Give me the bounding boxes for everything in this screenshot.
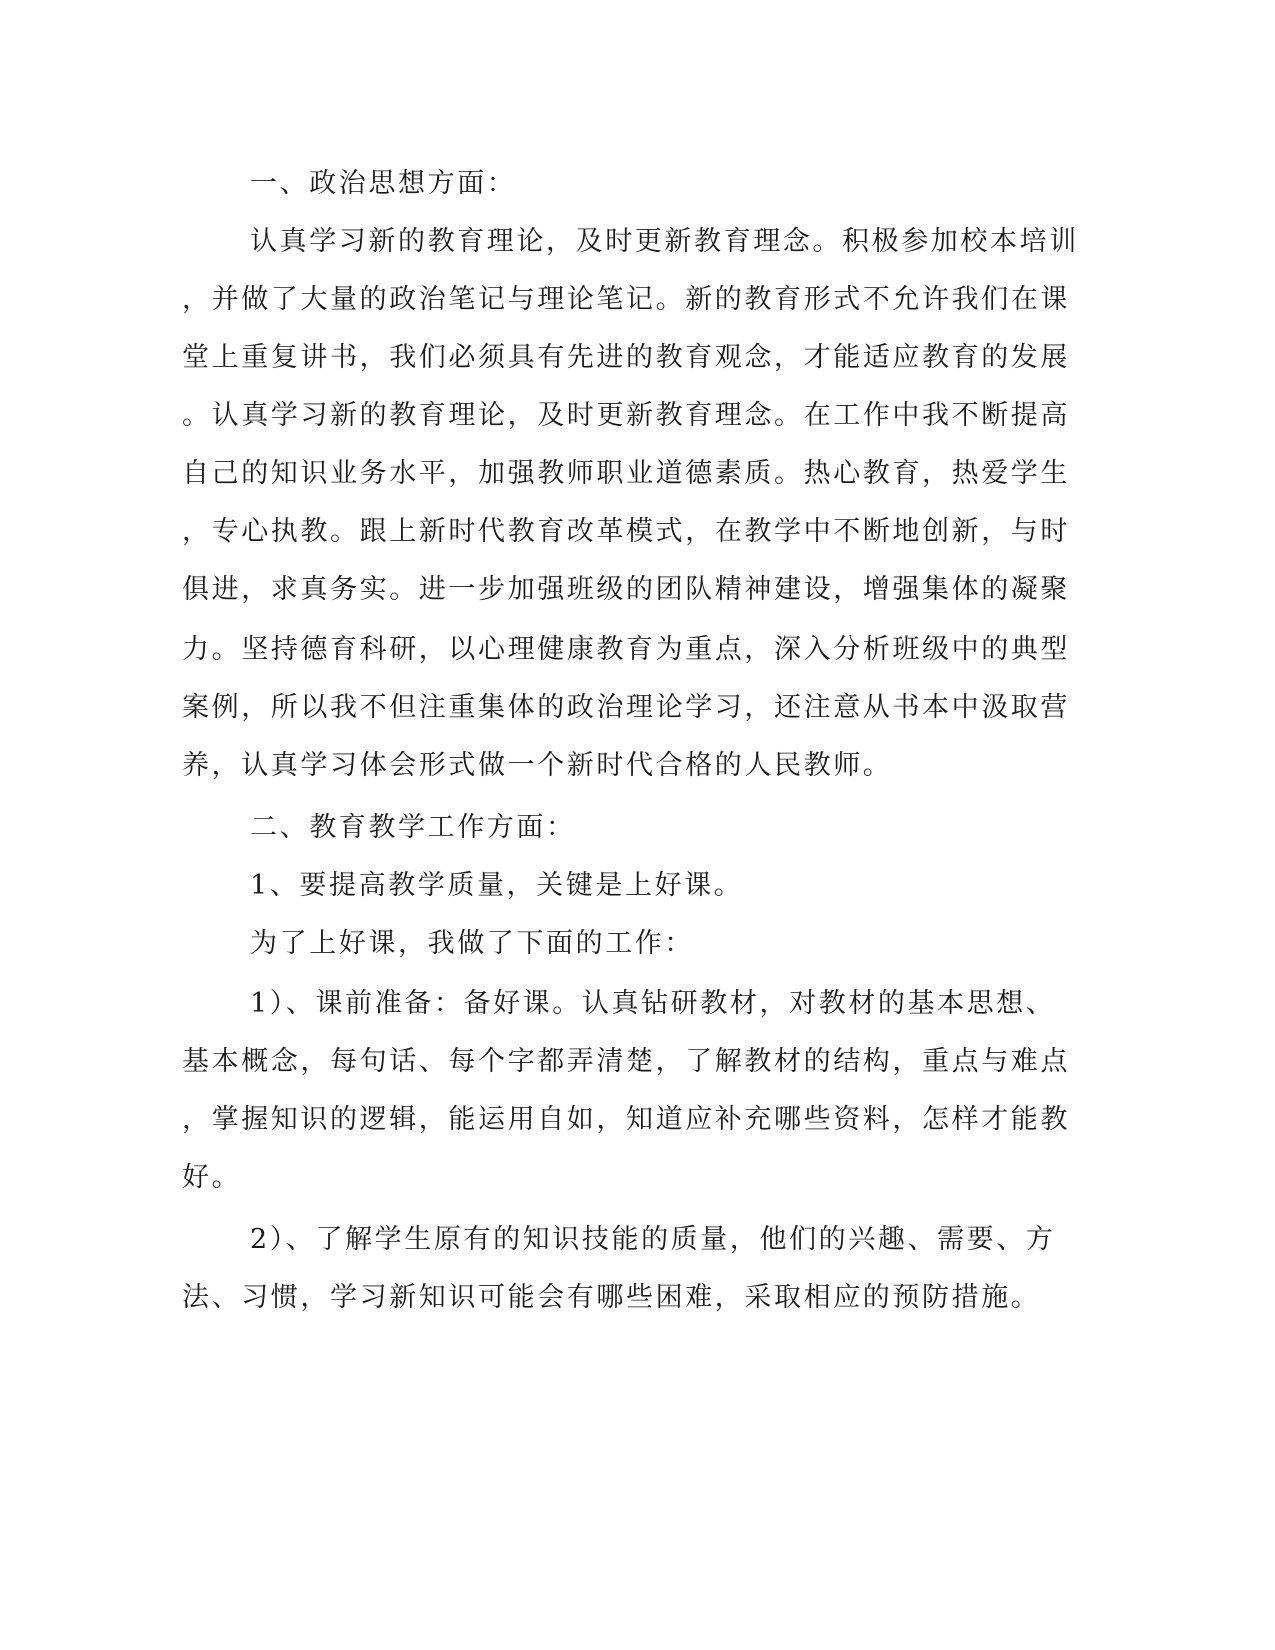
paragraph-line: 为了上好课，我做了下面的工作： xyxy=(250,928,694,959)
paragraph-line: 1）、课前准备：备好课。认真钻研教材，对教材的基本思想、 xyxy=(250,988,1056,1019)
paragraph-line: 力。坚持德育科研，以心理健康教育为重点，深入分析班级中的典型 xyxy=(182,634,1070,665)
paragraph-line: 案例，所以我不但注重集体的政治理论学习，还注意从书本中汲取营 xyxy=(182,692,1070,723)
paragraph-line: 自己的知识业务水平，加强教师职业道德素质。热心教育，热爱学生 xyxy=(182,458,1070,489)
paragraph-line: ，并做了大量的政治笔记与理论笔记。新的教育形式不允许我们在课 xyxy=(182,284,1070,315)
paragraph-line: 2）、了解学生原有的知识技能的质量，他们的兴趣、需要、方 xyxy=(250,1224,1056,1255)
paragraph-line: ，专心执教。跟上新时代教育改革模式，在教学中不断地创新，与时 xyxy=(182,516,1070,547)
paragraph-line: 养，认真学习体会形式做一个新时代合格的人民教师。 xyxy=(182,750,893,781)
paragraph-line: 俱进，求真务实。进一步加强班级的团队精神建设，增强集体的凝聚 xyxy=(182,574,1070,605)
paragraph-line: 堂上重复讲书，我们必须具有先进的教育观念，才能适应教育的发展 xyxy=(182,342,1070,373)
paragraph-line: 基本概念，每句话、每个字都弄清楚，了解教材的结构，重点与难点 xyxy=(182,1046,1070,1077)
section-heading-political: 一、政治思想方面： xyxy=(250,168,517,199)
paragraph-line: ，掌握知识的逻辑，能运用自如，知道应补充哪些资料，怎样才能教 xyxy=(182,1104,1070,1135)
paragraph-line: 好。 xyxy=(182,1162,242,1193)
paragraph-line: 认真学习新的教育理论，及时更新教育理念。积极参加校本培训 xyxy=(250,226,1079,257)
list-item-heading: 1、要提高教学质量，关键是上好课。 xyxy=(250,870,744,901)
paragraph-line: 。认真学习新的教育理论，及时更新教育理念。在工作中我不断提高 xyxy=(182,400,1070,431)
paragraph-line: 法、习惯，学习新知识可能会有哪些困难，采取相应的预防措施。 xyxy=(182,1282,1041,1313)
section-heading-teaching: 二、教育教学工作方面： xyxy=(250,812,576,843)
